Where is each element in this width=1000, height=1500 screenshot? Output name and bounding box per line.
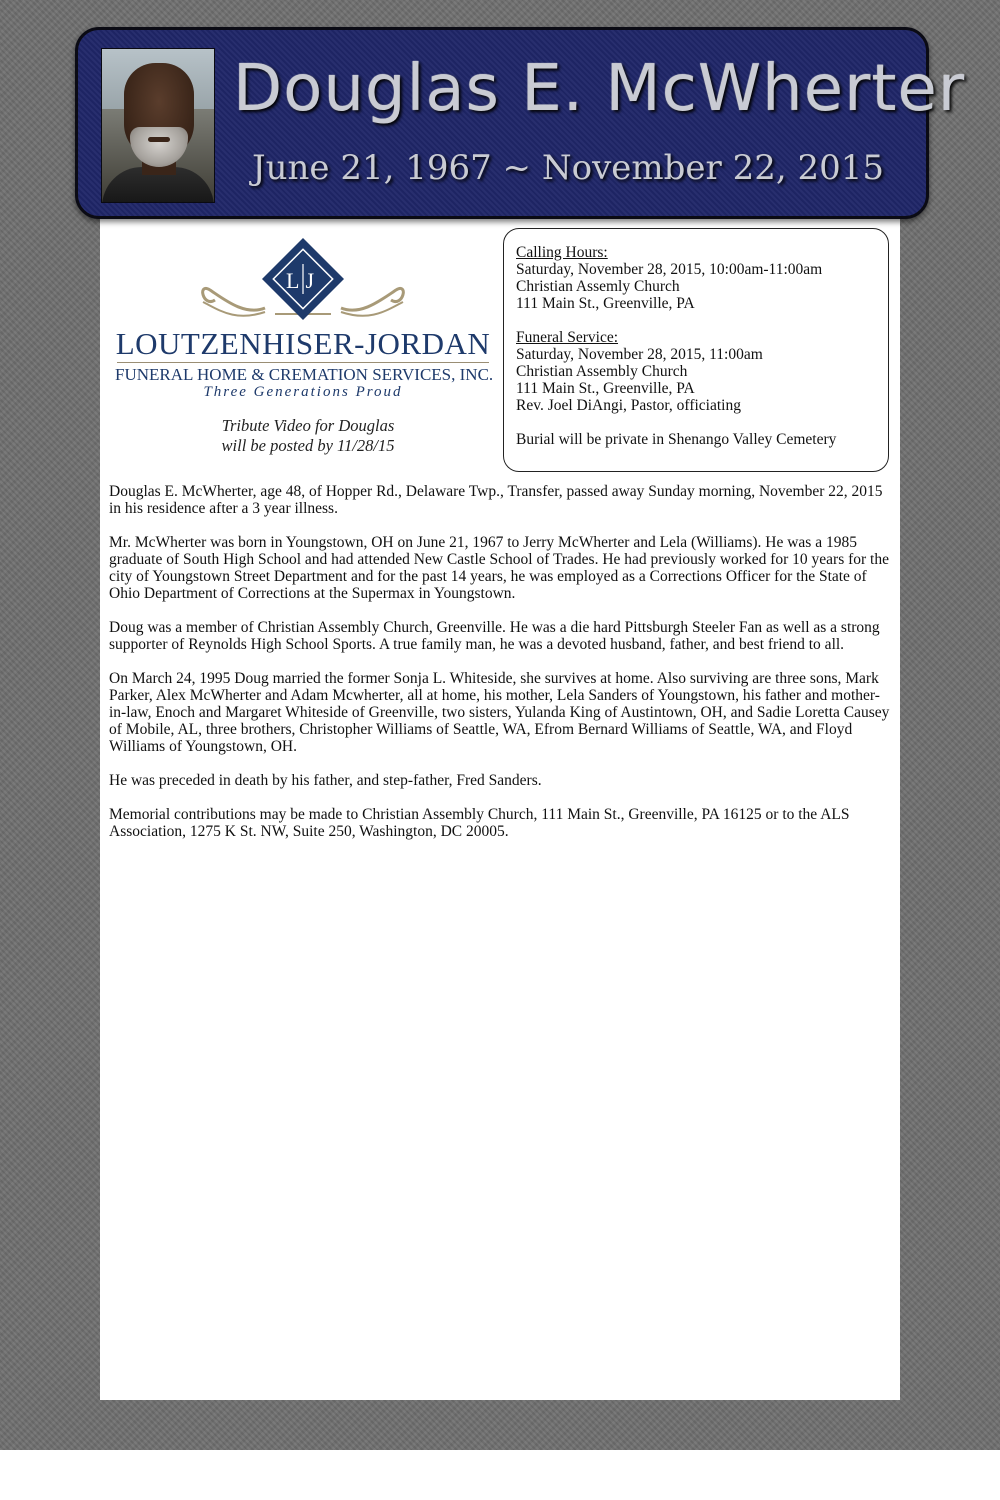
obituary-paragraph: On March 24, 1995 Doug married the former Sonja L. Whiteside, she survives at home. Also surviving are three sons, Mark Parker, Alex McWherter and Adam Mcwherter, all at home, his mother, Lela Sanders of Youngstown, his father and mother-in-law, Enoch and Margaret Whiteside of Greenville, two sisters, Yulanda King of Austintown, OH, and Sadie Loretta Causey of Mobile, AL, three brothers, Christopher Williams of Seattle, WA, Efrom Bernard Williams of Seattle, WA, and Floyd Williams of Youngstown, OH. — [109, 670, 890, 755]
burial-note: Burial will be private in Shenango Valley Cemetery — [516, 431, 837, 448]
obituary-paragraph: He was preceded in death by his father, and step-father, Fred Sanders. — [109, 772, 542, 789]
obituary-paragraph: Douglas E. McWherter, age 48, of Hopper Rd., Delaware Twp., Transfer, passed away Sunday morning, November 22, 2015 in his residence after a 3 year illness. — [109, 483, 883, 517]
funeral-home-logo — [115, 238, 494, 408]
calling-hours-time: Saturday, November 28, 2015, 10:00am-11:00am — [516, 261, 823, 278]
calling-hours-address: 111 Main St., Greenville, PA — [516, 295, 695, 312]
logo-monogram: LJ — [286, 268, 320, 293]
logo-subtitle: FUNERAL HOME & CREMATION SERVICES, INC. — [115, 365, 494, 384]
funeral-service-place: Christian Assembly Church — [516, 363, 688, 380]
calling-hours-place: Christian Assemly Church — [516, 278, 680, 295]
funeral-service-officiant: Rev. Joel DiAngi, Pastor, officiating — [516, 397, 741, 414]
logo-tagline: Three Generations Proud — [203, 384, 403, 400]
obituary-paragraph: Doug was a member of Christian Assembly Church, Greenville. He was a die hard Pittsburgh Steeler Fan as well as a strong supporter of Reynolds High School Sports. A true family man, he was a devoted husband, father, and best friend to all. — [109, 619, 880, 653]
obituary-paragraph: Memorial contributions may be made to Christian Assembly Church, 111 Main St., Greenville, PA 16125 or to the ALS Association, 1275 K St. NW, Suite 250, Washington, DC 20005. — [109, 806, 850, 840]
header-banner — [75, 27, 966, 219]
tribute-line-1: Tribute Video for Douglas — [221, 416, 395, 435]
service-info-box — [503, 228, 889, 472]
logo-name: LOUTZENHISER-JORDAN — [115, 326, 491, 361]
deceased-name: Douglas E. McWherter — [233, 52, 966, 126]
life-dates: June 21, 1967 ~ November 22, 2015 — [251, 148, 884, 188]
portrait-photo — [101, 48, 215, 203]
logo-divider — [117, 362, 489, 363]
obituary-paragraph: Mr. McWherter was born in Youngstown, OH on June 21, 1967 to Jerry McWherter and Lela (Williams). He was a 1985 graduate of South High School and had attended New Castle School of Trades. He had previously worked for 10 years for the city of Youngstown Street Department and for the past 14 years, he was employed as a Corrections Officer for the State of Ohio Department of Corrections at the Supermax in Youngstown. — [109, 534, 889, 602]
funeral-service-heading: Funeral Service: — [516, 329, 619, 346]
tribute-line-2: will be posted by 11/28/15 — [221, 436, 395, 455]
tribute-video-note — [160, 416, 456, 456]
funeral-service-time: Saturday, November 28, 2015, 11:00am — [516, 346, 763, 363]
obituary-text — [109, 483, 893, 857]
calling-hours-heading: Calling Hours: — [516, 244, 608, 261]
funeral-service-address: 111 Main St., Greenville, PA — [516, 380, 695, 397]
logo-emblem-icon — [115, 238, 491, 328]
